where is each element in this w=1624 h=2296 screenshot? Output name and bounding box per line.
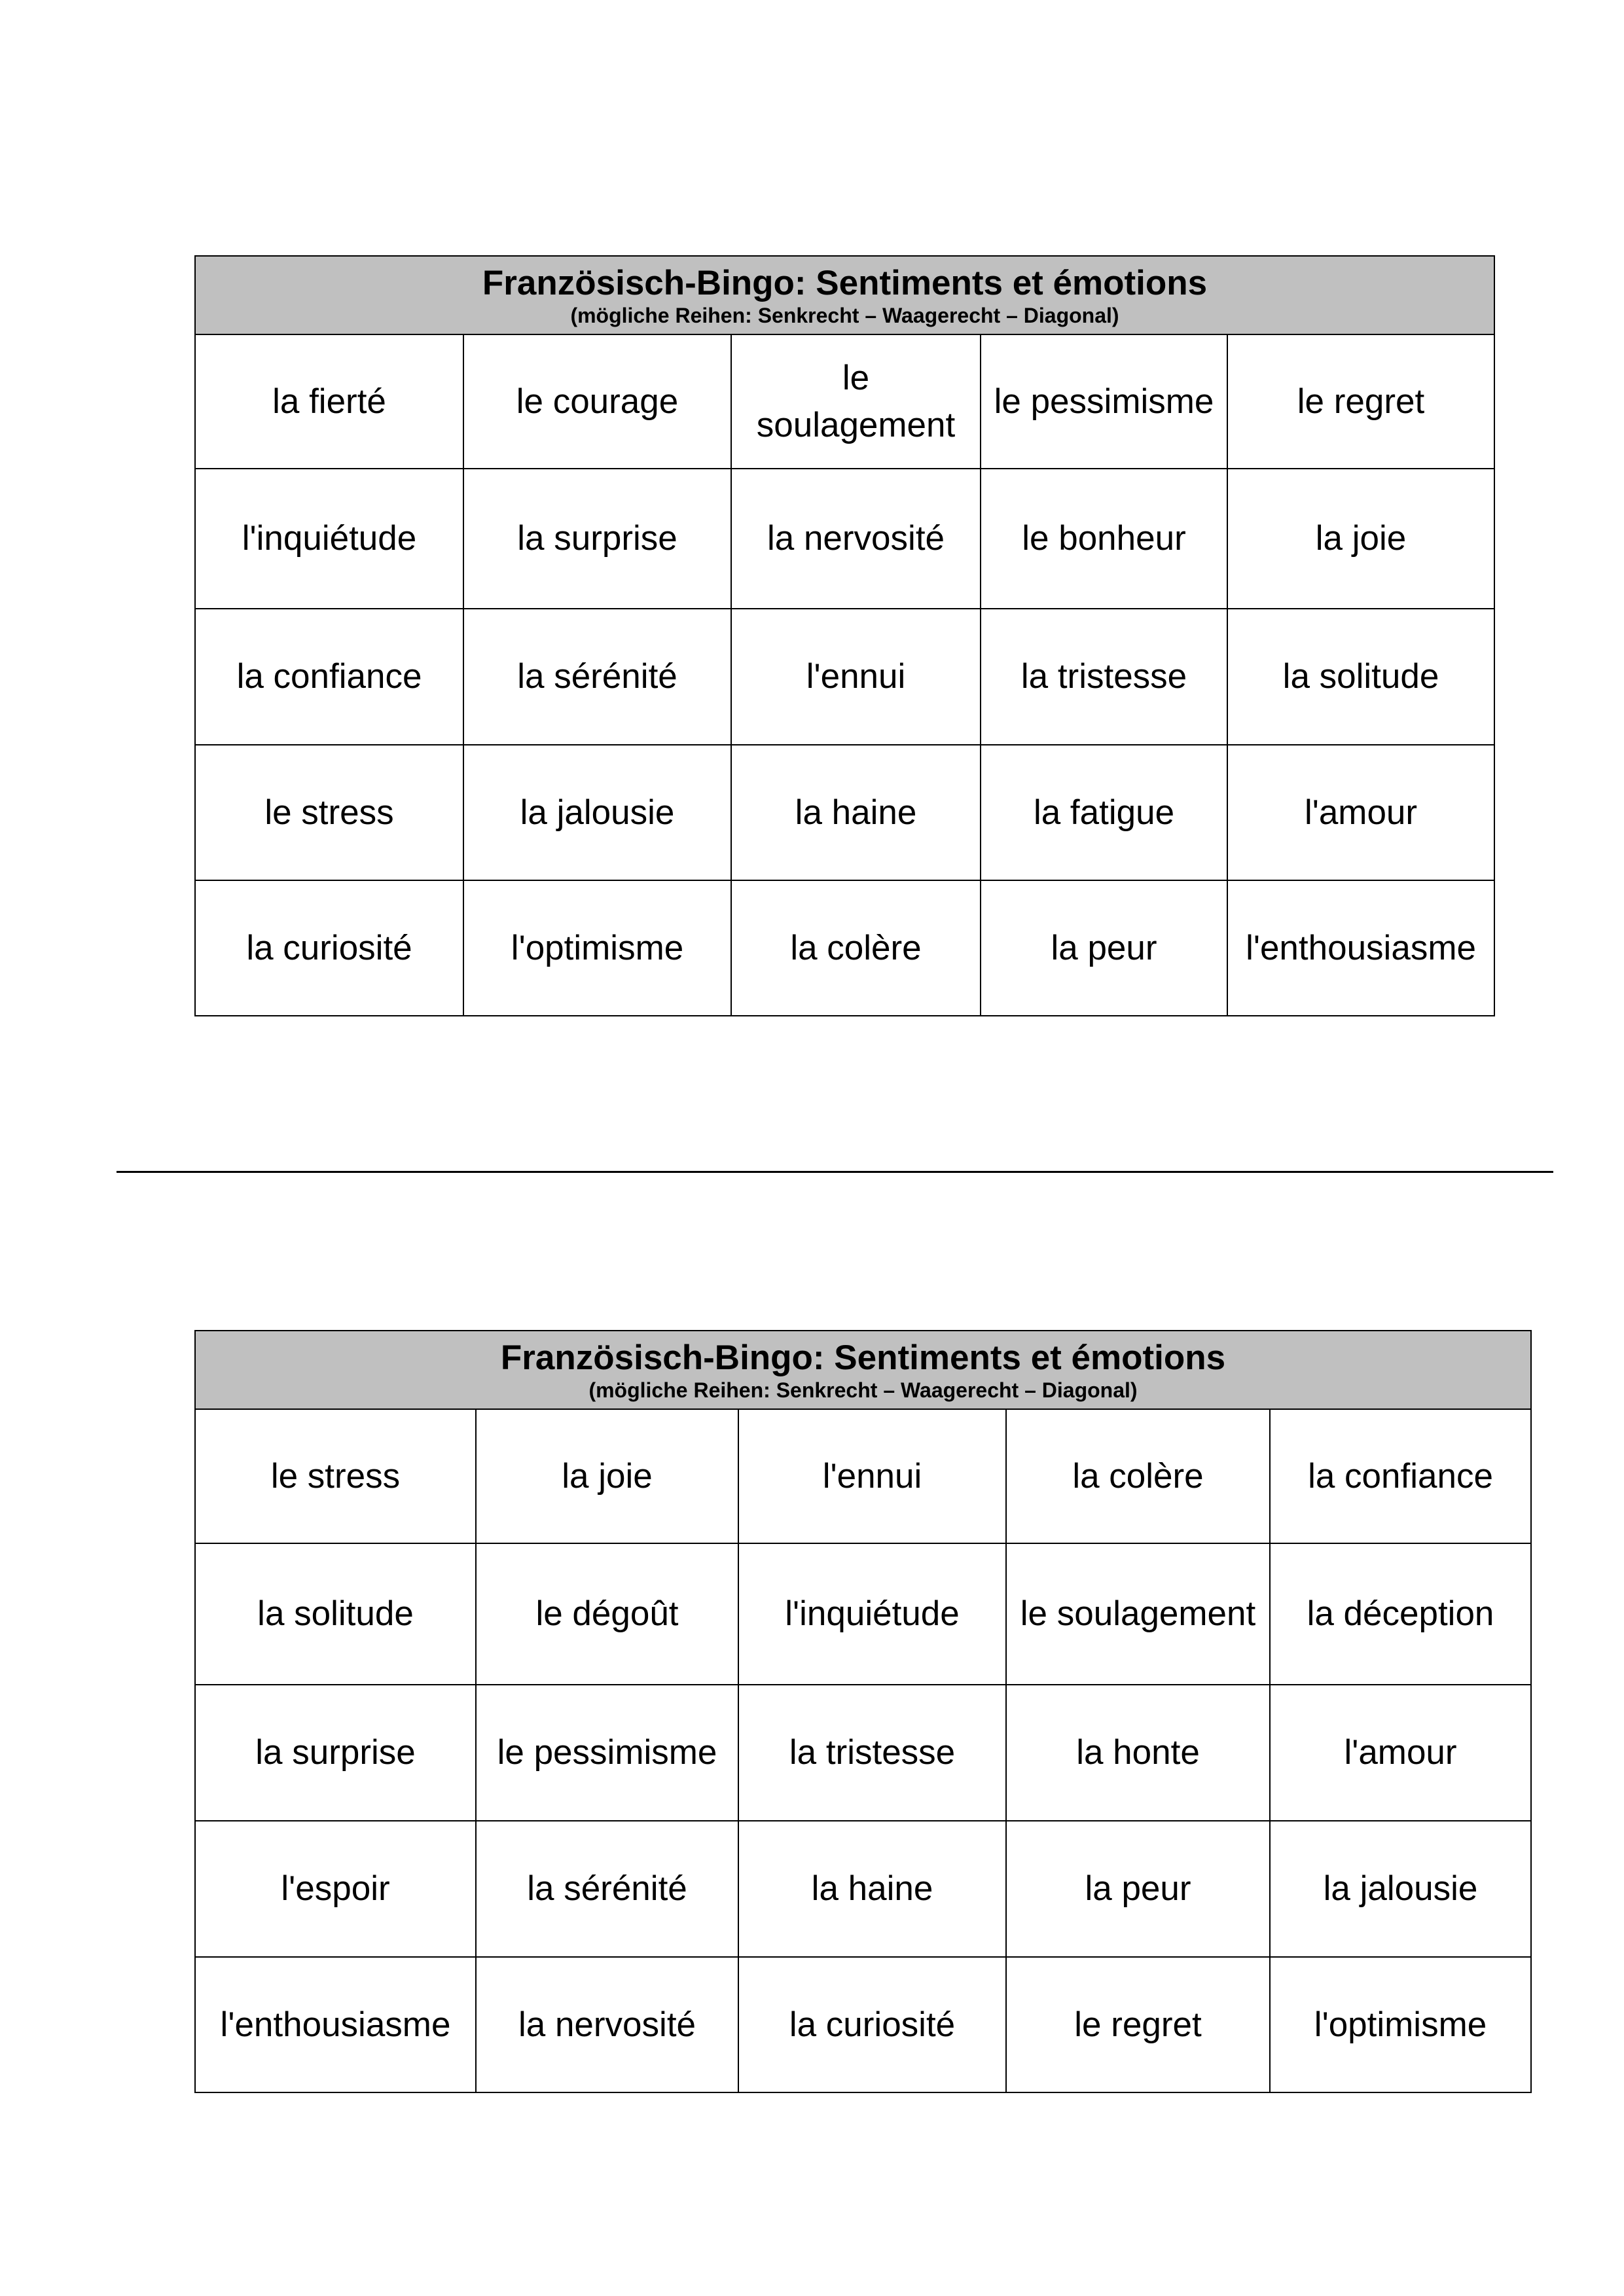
bingo-cell: l'inquiétude — [195, 469, 463, 609]
bingo-row — [195, 1821, 1531, 1957]
bingo-cell: l'espoir — [195, 1821, 476, 1957]
bingo-cell: la honte — [1006, 1685, 1270, 1821]
bingo-cell: le stress — [195, 1409, 476, 1543]
bingo-cell: le soulagement — [1006, 1543, 1270, 1685]
bingo-cell: la colère — [731, 880, 981, 1016]
bingo-cell: la sérénité — [476, 1821, 738, 1957]
bingo-cell: la fatigue — [981, 745, 1227, 880]
bingo-card-subtitle: (mögliche Reihen: Senkrecht – Waagerecht – Diagonal) — [570, 304, 1119, 327]
bingo-cell: la surprise — [195, 1685, 476, 1821]
bingo-card-title: Französisch-Bingo: Sentiments et émotions — [500, 1338, 1226, 1377]
bingo-row — [195, 1543, 1531, 1685]
bingo-cell: la fierté — [195, 334, 463, 469]
bingo-row — [195, 1409, 1531, 1543]
cut-line — [117, 1171, 1553, 1173]
bingo-cell: la joie — [476, 1409, 738, 1543]
bingo-cell: l'ennui — [731, 609, 981, 745]
bingo-cell: l'optimisme — [1270, 1957, 1531, 2092]
bingo-row — [195, 334, 1494, 469]
bingo-cell: l'ennui — [738, 1409, 1006, 1543]
bingo-cell: la tristesse — [738, 1685, 1006, 1821]
bingo-card-header — [195, 1331, 1531, 1409]
bingo-cell: le courage — [463, 334, 731, 469]
bingo-cell: l'enthousiasme — [195, 1957, 476, 2092]
bingo-cell: l'amour — [1270, 1685, 1531, 1821]
bingo-card-1 — [194, 255, 1495, 1016]
bingo-cell: la peur — [1006, 1821, 1270, 1957]
bingo-cell: la déception — [1270, 1543, 1531, 1685]
bingo-row — [195, 469, 1494, 609]
bingo-cell: le bonheur — [981, 469, 1227, 609]
bingo-cell: la haine — [738, 1821, 1006, 1957]
bingo-cell: la confiance — [1270, 1409, 1531, 1543]
bingo-cell: la jalousie — [463, 745, 731, 880]
bingo-cell: la solitude — [1227, 609, 1494, 745]
bingo-card-2 — [194, 1330, 1532, 2093]
bingo-cell: l'inquiétude — [738, 1543, 1006, 1685]
bingo-cell: la surprise — [463, 469, 731, 609]
bingo-card-subtitle: (mögliche Reihen: Senkrecht – Waagerecht – Diagonal) — [588, 1378, 1138, 1402]
bingo-cell: la curiosité — [195, 880, 463, 1016]
bingo-row — [195, 745, 1494, 880]
bingo-cell: la sérénité — [463, 609, 731, 745]
bingo-cell: le dégoût — [476, 1543, 738, 1685]
bingo-cell: l'amour — [1227, 745, 1494, 880]
bingo-cell: la solitude — [195, 1543, 476, 1685]
bingo-row — [195, 880, 1494, 1016]
bingo-cell: la curiosité — [738, 1957, 1006, 2092]
bingo-cell: la colère — [1006, 1409, 1270, 1543]
bingo-cell: le regret — [1227, 334, 1494, 469]
bingo-cell: la nervosité — [731, 469, 981, 609]
bingo-card-header — [195, 256, 1494, 334]
bingo-cell: la tristesse — [981, 609, 1227, 745]
bingo-cell: la peur — [981, 880, 1227, 1016]
bingo-cell: la haine — [731, 745, 981, 880]
bingo-cell: le regret — [1006, 1957, 1270, 2092]
bingo-row — [195, 1685, 1531, 1821]
bingo-card-title: Französisch-Bingo: Sentiments et émotions — [482, 264, 1208, 302]
bingo-cell: le pessimisme — [476, 1685, 738, 1821]
bingo-row — [195, 609, 1494, 745]
bingo-cell: l'enthousiasme — [1227, 880, 1494, 1016]
bingo-cell: le pessimisme — [981, 334, 1227, 469]
bingo-cell: la confiance — [195, 609, 463, 745]
bingo-cell: l'optimisme — [463, 880, 731, 1016]
bingo-cell: le stress — [195, 745, 463, 880]
bingo-cell: la jalousie — [1270, 1821, 1531, 1957]
bingo-cell: le soulagement — [731, 334, 981, 469]
bingo-row — [195, 1957, 1531, 2092]
bingo-cell: la nervosité — [476, 1957, 738, 2092]
bingo-cell: la joie — [1227, 469, 1494, 609]
